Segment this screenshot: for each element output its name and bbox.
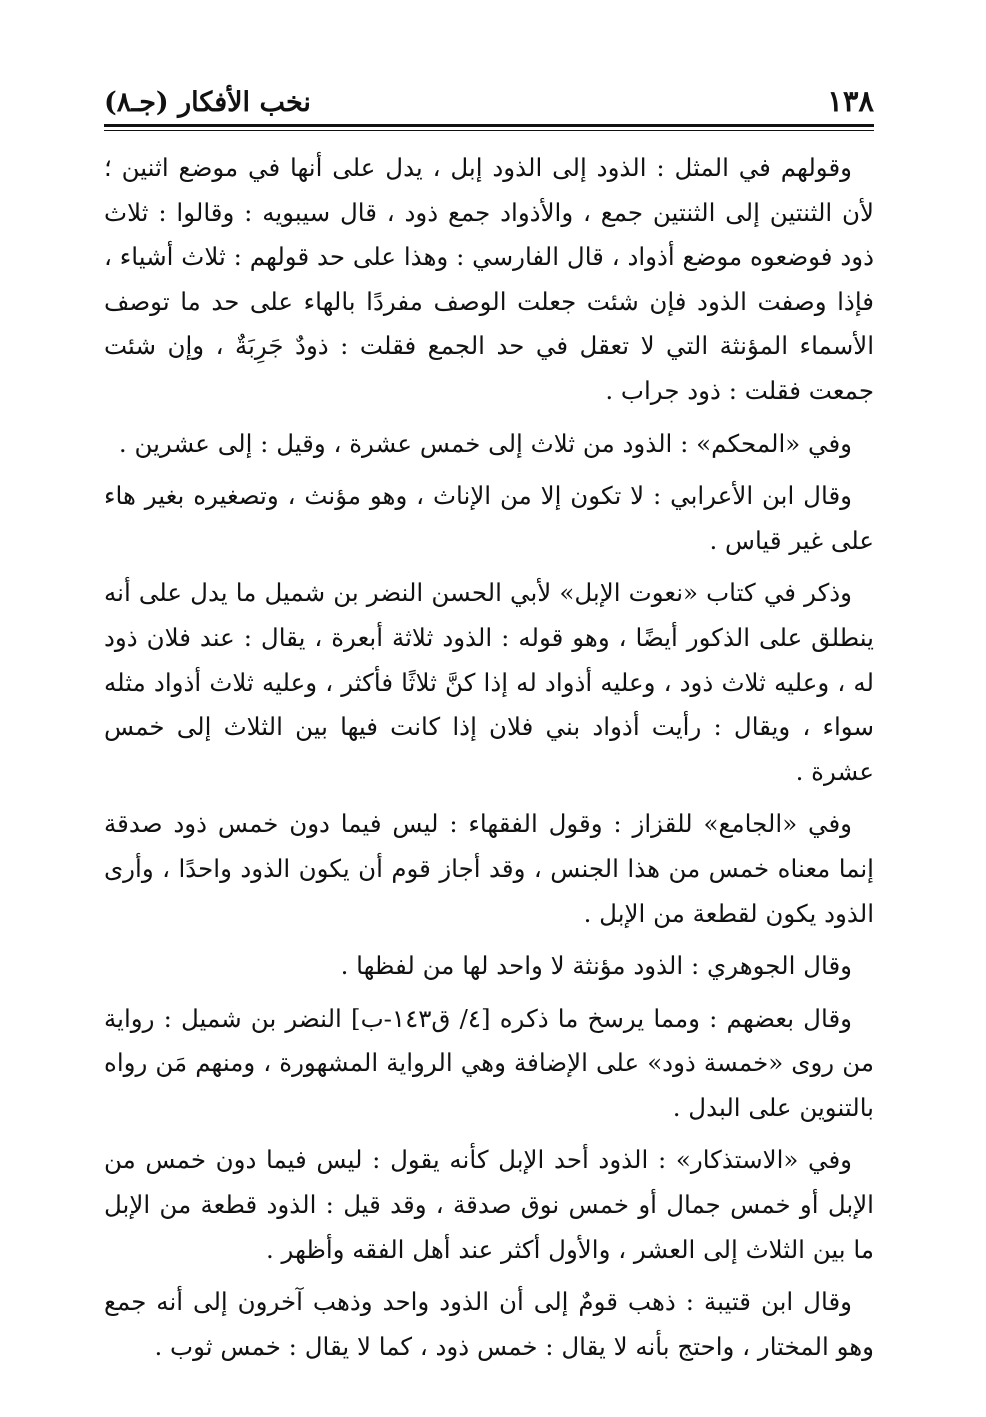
paragraph: وذكر في كتاب «نعوت الإبل» لأبي الحسن النضر بن شميل ما يدل على أنه ينطلق على الذكور أيضًا ، وهو قوله : الذود ثلاثة أبعرة ، يقال : عند فلان ذود له ، وعليه ثلاث ذود ، وعليه أذواد له إذا كنَّ ثلاثًا فأكثر ، وعليه ثلاث أذواد مثله سواء ، ويقال : رأيت أذواد بني فلان إذا كانت فيها بين الثلاث إلى خمس عشرة .: [104, 578, 874, 786]
paragraph: وقال الجوهري : الذود مؤنثة لا واحد لها من لفظها .: [340, 951, 852, 981]
paragraph: وفي «المحكم» : الذود من ثلاث إلى خمس عشرة ، وقيل : إلى عشرين .: [118, 428, 852, 458]
paragraph: وفي «الاستذكار» : الذود أحد الإبل كأنه يقول : ليس فيما دون خمس من الإبل أو خمس جمال أو خمس نوق صدقة ، وقد قيل : الذود قطعة من الإبل ما بين الثلاث إلى العشر ، والأول أكثر عند أهل الفقه وأظهر .: [104, 1145, 874, 1264]
paragraph: وقولهم في المثل : الذود إلى الذود إبل ، يدل على أنها في موضع اثنين ؛ لأن الثنتين إلى الثنتين جمع ، والأذواد جمع ذود ، قال سيبويه : وقالوا : ثلاث ذود فوضعوه موضع أذواد ، قال الفارسي : وهذا على حد قولهم : ثلاث أشياء ، فإذا وصفت الذود فإن شئت جعلت الوصف مفردًا بالهاء على حد ما توصف الأسماء المؤنثة التي لا تعقل في حد الجمع فقلت : ذودٌ جَرِبَةٌ ، وإن شئت جمعت فقلت : ذود جراب .: [104, 153, 874, 405]
running-header: [104, 82, 874, 118]
paragraph: وقال ابن الأعرابي : لا تكون إلا من الإناث ، وهو مؤنث ، وتصغيره بغير هاء على غير قياس .: [104, 481, 874, 555]
page-number: ١٣٨: [827, 84, 874, 118]
paragraph: وفي «الجامع» للقزاز : وقول الفقهاء : ليس فيما دون خمس ذود صدقة إنما معناه خمس من هذا الجنس ، وقد أجاز قوم أن يكون الذود واحدًا ، وأرى الذود يكون لقطعة من الإبل .: [104, 809, 874, 928]
paragraph: وقال ابن قتيبة : ذهب قومٌ إلى أن الذود واحد وذهب آخرون إلى أنه جمع وهو المختار ، واحتج بأنه لا يقال : خمس ذود ، كما لا يقال : خمس ثوب .: [104, 1287, 874, 1361]
body-text: [104, 146, 874, 1377]
header-rule-thick: [104, 124, 874, 127]
book-title: نخب الأفكار (جـ٨): [104, 87, 311, 118]
header-rule-thin: [104, 130, 874, 131]
paragraph: وقال بعضهم : ومما يرسخ ما ذكره [٤/ ق١٤٣-ب] النضر بن شميل : رواية من روى «خمسة ذود» على الإضافة وهي الرواية المشهورة ، ومنهم مَن رواه بالتنوين على البدل .: [104, 1003, 874, 1122]
